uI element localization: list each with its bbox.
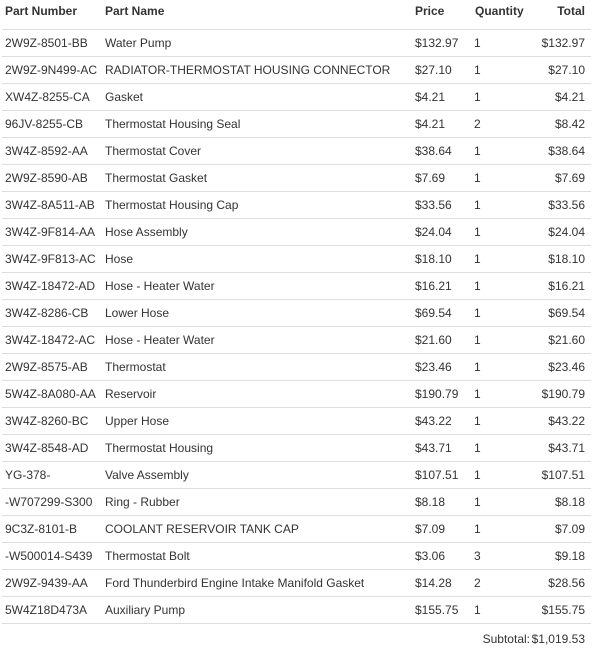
part-name-cell: COOLANT RESERVOIR TANK CAP	[102, 516, 412, 543]
part-number-cell: 2W9Z-9439-AA	[2, 570, 102, 597]
price-cell: $3.06	[412, 543, 472, 570]
quantity-cell: 1	[472, 435, 530, 462]
total-cell: $23.46	[530, 354, 591, 381]
part-number-cell: 96JV-8255-CB	[2, 111, 102, 138]
part-number-cell: 3W4Z-8A511-AB	[2, 192, 102, 219]
header-quantity: Quantity	[472, 0, 530, 30]
part-number-cell: 3W4Z-18472-AC	[2, 327, 102, 354]
table-row	[2, 138, 591, 165]
price-cell: $38.64	[412, 138, 472, 165]
total-cell: $21.60	[530, 327, 591, 354]
part-name-cell: Valve Assembly	[102, 462, 412, 489]
total-cell: $132.97	[530, 30, 591, 57]
price-cell: $8.18	[412, 489, 472, 516]
price-cell: $7.09	[412, 516, 472, 543]
price-cell: $23.46	[412, 354, 472, 381]
part-name-cell: Hose - Heater Water	[102, 273, 412, 300]
total-cell: $28.56	[530, 570, 591, 597]
table-row	[2, 543, 591, 570]
table-row	[2, 462, 591, 489]
total-cell: $27.10	[530, 57, 591, 84]
table-row	[2, 327, 591, 354]
table-row	[2, 111, 591, 138]
part-number-cell: 3W4Z-18472-AD	[2, 273, 102, 300]
total-cell: $24.04	[530, 219, 591, 246]
total-cell: $9.18	[530, 543, 591, 570]
part-name-cell: Lower Hose	[102, 300, 412, 327]
quantity-cell: 1	[472, 408, 530, 435]
quantity-cell: 1	[472, 84, 530, 111]
table-row	[2, 381, 591, 408]
quantity-cell: 1	[472, 273, 530, 300]
part-name-cell: Reservoir	[102, 381, 412, 408]
price-cell: $24.04	[412, 219, 472, 246]
part-name-cell: RADIATOR-THERMOSTAT HOUSING CONNECTOR	[102, 57, 412, 84]
part-number-cell: 3W4Z-9F813-AC	[2, 246, 102, 273]
part-name-cell: Thermostat Housing	[102, 435, 412, 462]
parts-table	[2, 0, 591, 653]
price-cell: $190.79	[412, 381, 472, 408]
total-cell: $69.54	[530, 300, 591, 327]
table-body	[2, 30, 591, 624]
table-row	[2, 489, 591, 516]
table-row	[2, 435, 591, 462]
price-cell: $155.75	[412, 597, 472, 624]
quantity-cell: 1	[472, 516, 530, 543]
total-cell: $33.56	[530, 192, 591, 219]
price-cell: $27.10	[412, 57, 472, 84]
total-cell: $38.64	[530, 138, 591, 165]
part-name-cell: Ford Thunderbird Engine Intake Manifold Gasket	[102, 570, 412, 597]
total-cell: $4.21	[530, 84, 591, 111]
part-number-cell: 2W9Z-8590-AB	[2, 165, 102, 192]
price-cell: $7.69	[412, 165, 472, 192]
quantity-cell: 1	[472, 300, 530, 327]
table-row	[2, 516, 591, 543]
part-name-cell: Auxiliary Pump	[102, 597, 412, 624]
part-number-cell: 9C3Z-8101-B	[2, 516, 102, 543]
header-part-number: Part Number	[2, 0, 102, 30]
part-number-cell: 5W4Z-8A080-AA	[2, 381, 102, 408]
part-number-cell: YG-378-	[2, 462, 102, 489]
table-row	[2, 57, 591, 84]
price-cell: $14.28	[412, 570, 472, 597]
part-number-cell: 3W4Z-8592-AA	[2, 138, 102, 165]
price-cell: $107.51	[412, 462, 472, 489]
part-name-cell: Upper Hose	[102, 408, 412, 435]
total-cell: $7.69	[530, 165, 591, 192]
quantity-cell: 1	[472, 192, 530, 219]
table-row	[2, 300, 591, 327]
table-row	[2, 408, 591, 435]
quantity-cell: 1	[472, 30, 530, 57]
total-cell: $155.75	[530, 597, 591, 624]
price-cell: $21.60	[412, 327, 472, 354]
part-name-cell: Hose - Heater Water	[102, 327, 412, 354]
price-cell: $132.97	[412, 30, 472, 57]
part-name-cell: Thermostat Housing Cap	[102, 192, 412, 219]
part-name-cell: Thermostat Gasket	[102, 165, 412, 192]
table-row	[2, 84, 591, 111]
table-row	[2, 219, 591, 246]
total-cell: $8.42	[530, 111, 591, 138]
subtotal-label: Subtotal:	[412, 624, 530, 653]
part-number-cell: 3W4Z-9F814-AA	[2, 219, 102, 246]
quantity-cell: 1	[472, 246, 530, 273]
part-number-cell: -W707299-S300	[2, 489, 102, 516]
header-total: Total	[530, 0, 591, 30]
quantity-cell: 1	[472, 597, 530, 624]
total-cell: $7.09	[530, 516, 591, 543]
part-number-cell: -W500014-S439	[2, 543, 102, 570]
header-price: Price	[412, 0, 472, 30]
part-number-cell: 3W4Z-8548-AD	[2, 435, 102, 462]
part-number-cell: 2W9Z-9N499-AC	[2, 57, 102, 84]
quantity-cell: 1	[472, 354, 530, 381]
part-name-cell: Thermostat Housing Seal	[102, 111, 412, 138]
total-cell: $18.10	[530, 246, 591, 273]
part-number-cell: 5W4Z18D473A	[2, 597, 102, 624]
part-number-cell: 3W4Z-8260-BC	[2, 408, 102, 435]
table-row	[2, 273, 591, 300]
quantity-cell: 3	[472, 543, 530, 570]
table-row	[2, 165, 591, 192]
price-cell: $4.21	[412, 111, 472, 138]
part-name-cell: Hose	[102, 246, 412, 273]
quantity-cell: 2	[472, 111, 530, 138]
price-cell: $69.54	[412, 300, 472, 327]
price-cell: $18.10	[412, 246, 472, 273]
header-part-name: Part Name	[102, 0, 412, 30]
table-row	[2, 246, 591, 273]
quantity-cell: 1	[472, 219, 530, 246]
quantity-cell: 1	[472, 381, 530, 408]
total-cell: $8.18	[530, 489, 591, 516]
total-cell: $107.51	[530, 462, 591, 489]
quantity-cell: 1	[472, 327, 530, 354]
quantity-cell: 1	[472, 165, 530, 192]
subtotal-value: $1,019.53	[530, 624, 591, 653]
part-name-cell: Thermostat Bolt	[102, 543, 412, 570]
part-name-cell: Hose Assembly	[102, 219, 412, 246]
total-cell: $190.79	[530, 381, 591, 408]
table-row	[2, 354, 591, 381]
quantity-cell: 2	[472, 570, 530, 597]
total-cell: $43.22	[530, 408, 591, 435]
table-row	[2, 570, 591, 597]
price-cell: $43.22	[412, 408, 472, 435]
price-cell: $33.56	[412, 192, 472, 219]
part-number-cell: 3W4Z-8286-CB	[2, 300, 102, 327]
table-row	[2, 192, 591, 219]
quantity-cell: 1	[472, 489, 530, 516]
price-cell: $4.21	[412, 84, 472, 111]
table-row	[2, 30, 591, 57]
table-row	[2, 597, 591, 624]
part-name-cell: Ring - Rubber	[102, 489, 412, 516]
part-name-cell: Water Pump	[102, 30, 412, 57]
total-cell: $16.21	[530, 273, 591, 300]
part-number-cell: 2W9Z-8501-BB	[2, 30, 102, 57]
part-number-cell: 2W9Z-8575-AB	[2, 354, 102, 381]
quantity-cell: 1	[472, 57, 530, 84]
part-name-cell: Thermostat	[102, 354, 412, 381]
price-cell: $16.21	[412, 273, 472, 300]
price-cell: $43.71	[412, 435, 472, 462]
part-name-cell: Thermostat Cover	[102, 138, 412, 165]
table-header-row	[2, 0, 591, 30]
total-cell: $43.71	[530, 435, 591, 462]
part-number-cell: XW4Z-8255-CA	[2, 84, 102, 111]
quantity-cell: 1	[472, 462, 530, 489]
subtotal-row	[2, 624, 591, 653]
part-name-cell: Gasket	[102, 84, 412, 111]
quantity-cell: 1	[472, 138, 530, 165]
